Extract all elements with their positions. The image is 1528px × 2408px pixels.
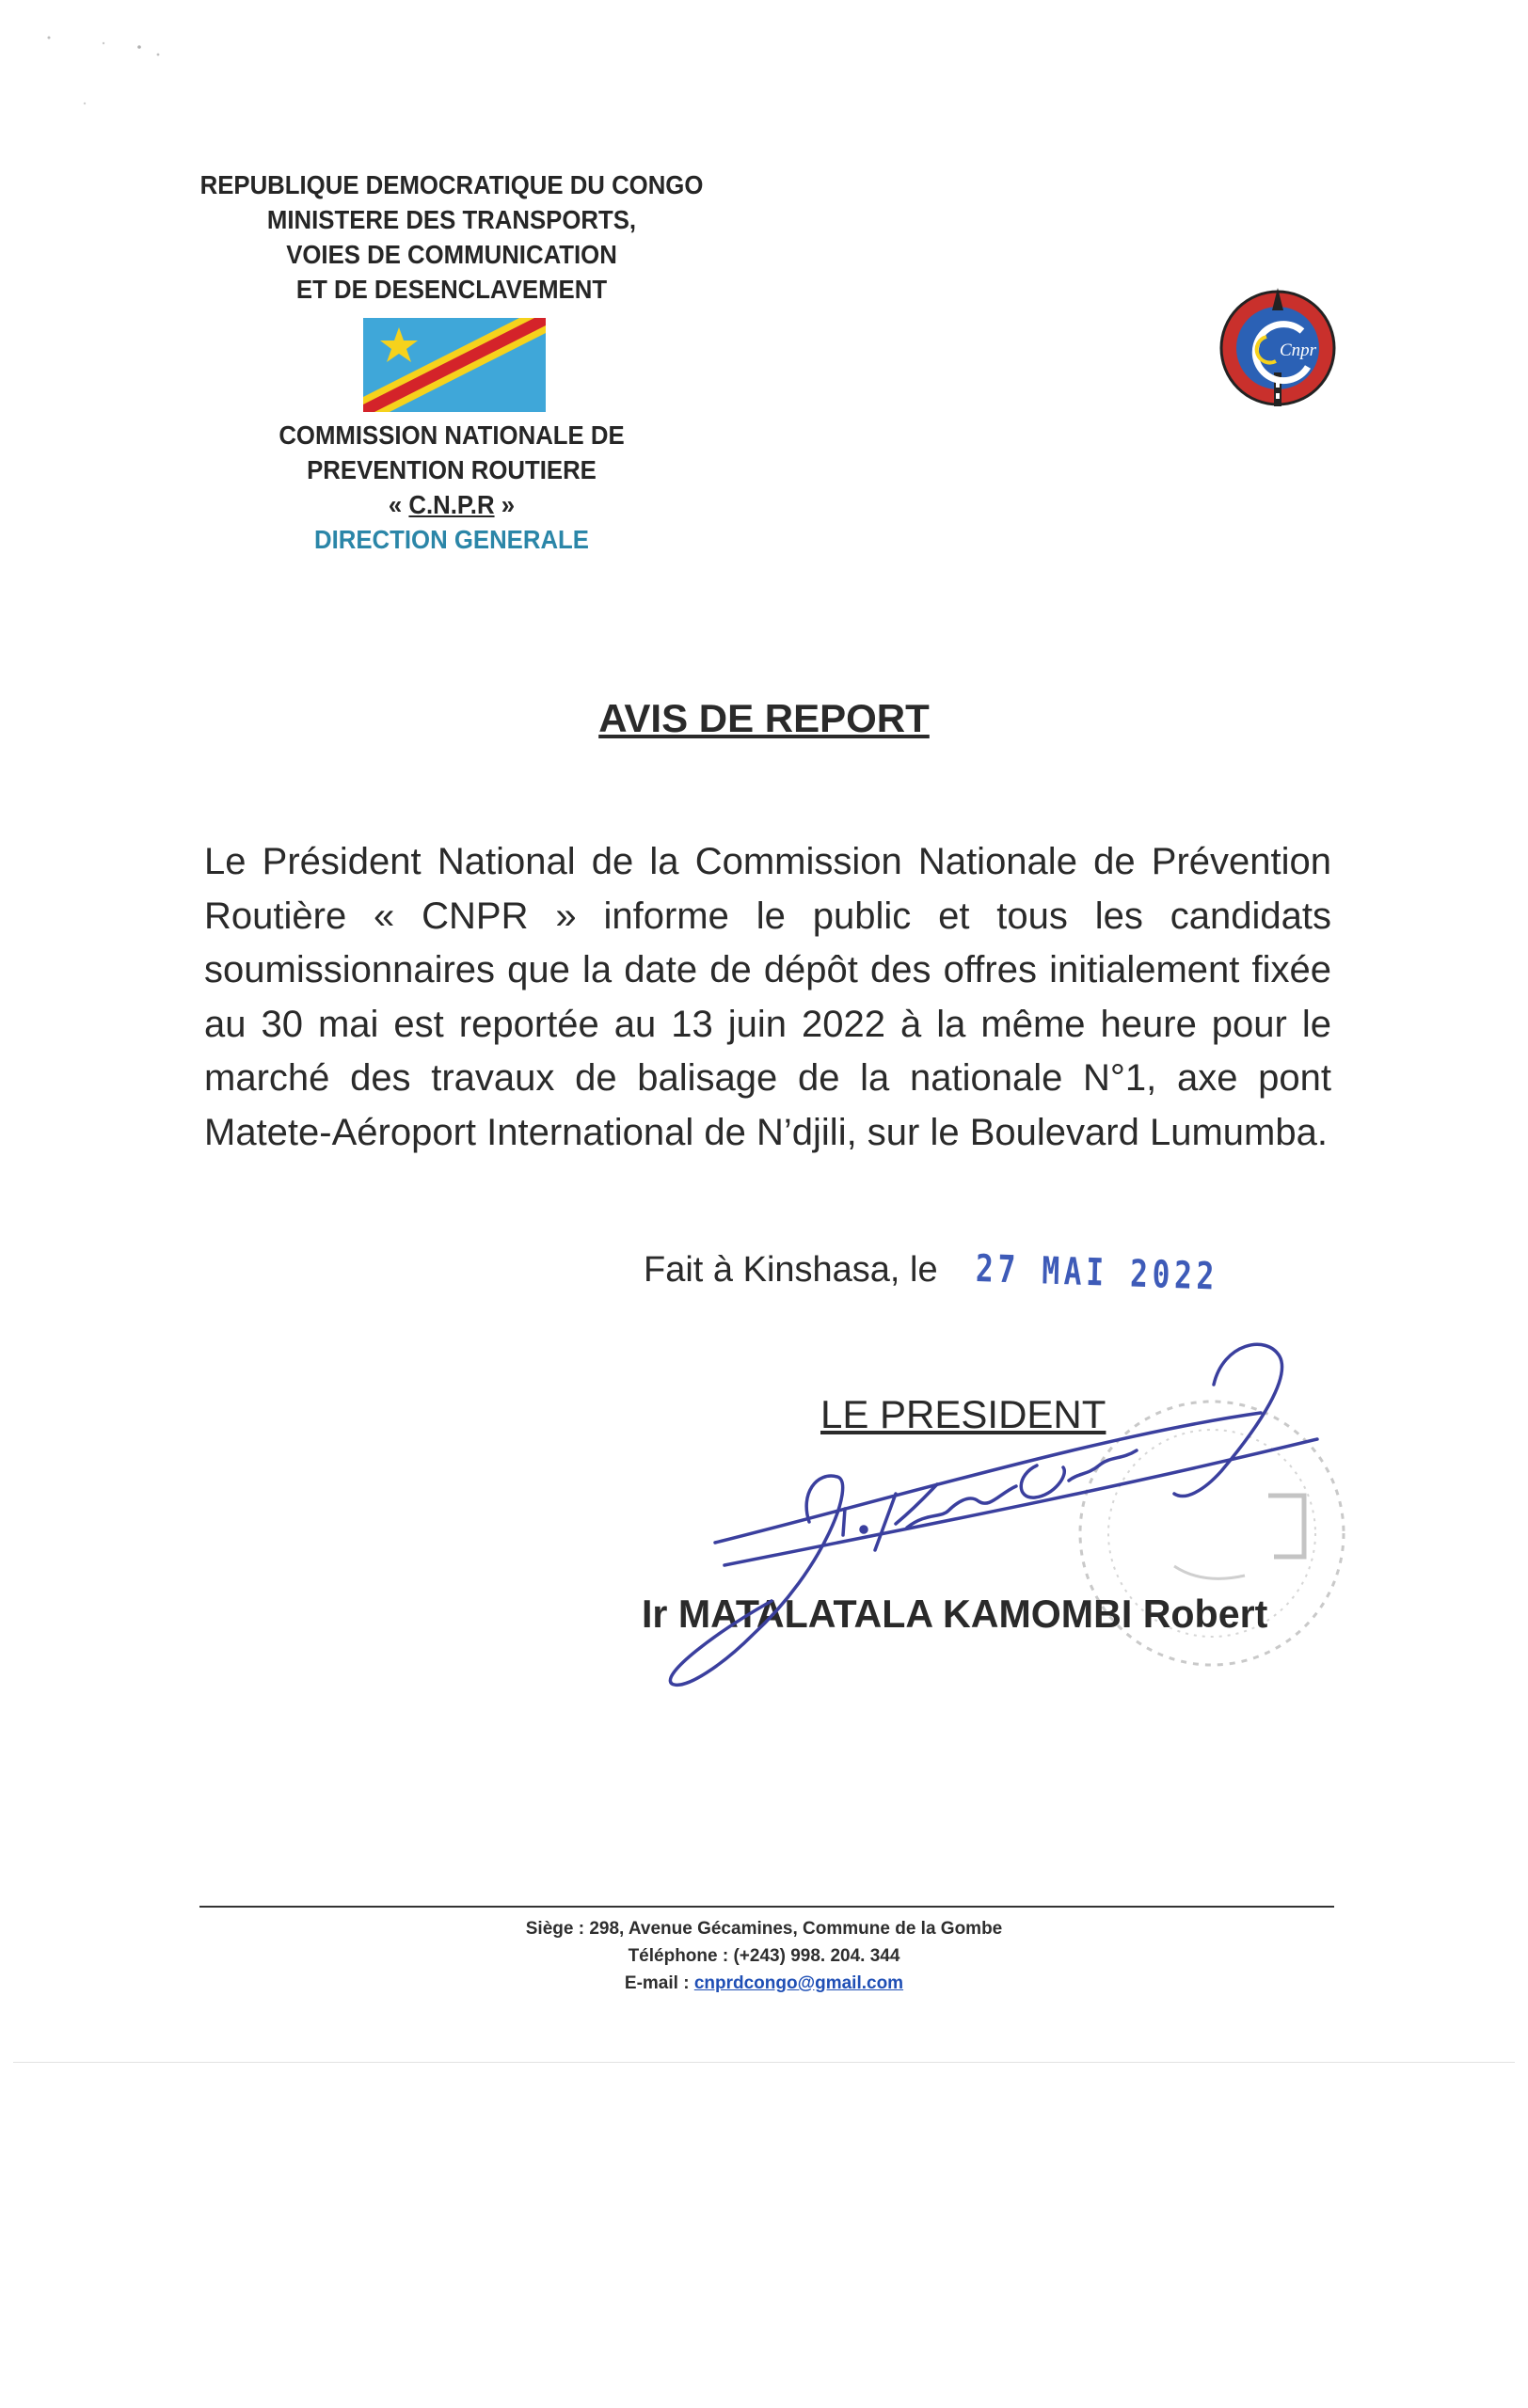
- footer-divider: [199, 1906, 1334, 1908]
- ministry-line-1: MINISTERE DES TRANSPORTS,: [266, 205, 637, 234]
- drc-flag-icon: [363, 318, 546, 412]
- ministry-line-2: VOIES DE COMMUNICATION: [286, 240, 617, 269]
- commission-abbreviation: [183, 487, 720, 522]
- quote-open: «: [388, 490, 403, 519]
- footer-address: Siège : 298, Avenue Gécamines, Commune de la Gombe: [525, 1919, 1003, 1939]
- notice-title: AVIS DE REPORT: [598, 696, 930, 740]
- cnpr-logo: [1219, 282, 1338, 408]
- president-label: LE PRESIDENT: [820, 1392, 1106, 1436]
- ministry-line-3: ET DE DESENCLAVEMENT: [295, 275, 608, 304]
- date-stamp: 27 MAI 2022: [975, 1247, 1219, 1299]
- handwritten-signature: [659, 1334, 1355, 1710]
- direction-label: DIRECTION GENERALE: [314, 525, 589, 554]
- place-and-date: [644, 1247, 1287, 1299]
- logo-lettering: Cnpr: [1280, 341, 1317, 360]
- commission-line-1: COMMISSION NATIONALE DE: [279, 420, 625, 450]
- commission-line-2: PREVENTION ROUTIERE: [307, 455, 597, 484]
- abbreviation-text: C.N.P.R: [408, 490, 495, 519]
- footer-email-line: [0, 1970, 1528, 1997]
- quote-close: »: [501, 490, 516, 519]
- footer-phone: Téléphone : (+243) 998. 204. 344: [628, 1946, 900, 1966]
- footer: [0, 1915, 1528, 1997]
- country-name: REPUBLIQUE DEMOCRATIQUE DU CONGO: [199, 170, 704, 199]
- email-label: E-mail :: [624, 1973, 690, 1993]
- scan-edge-line: [13, 2062, 1515, 2063]
- signer-name: Ir MATALATALA KAMOMBI Robert: [642, 1592, 1268, 1636]
- place-label: Fait à Kinshasa, le: [644, 1250, 938, 1290]
- notice-body: Le Président National de la Commission Nationale de Prévention Routière « CNPR » informe le public et tous les candidats soumissionnaires que la date de dépôt des offres initialement fixée au 30 mai est reportée au 13 juin 2022 à la même heure pour le marché des travaux de balisage de la nationale N°1, axe pont Matete-Aéroport International de N’djili, sur le Boulevard Lumumba.: [204, 841, 1331, 1153]
- email-link[interactable]: cnprdcongo@gmail.com: [693, 1973, 904, 1993]
- scan-specks: [38, 26, 226, 120]
